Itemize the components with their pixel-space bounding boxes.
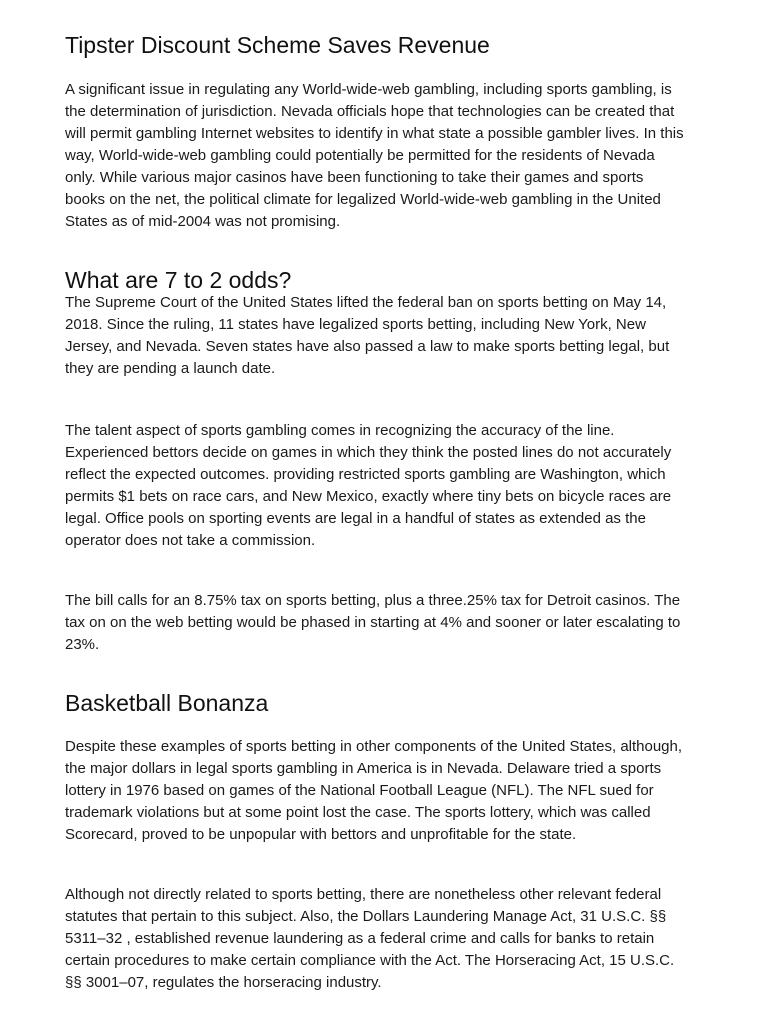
text-line: trademark violations but at some point lost the case. The sports lottery, which was called <box>65 804 651 821</box>
text-line: only. While various major casinos have been functioning to take their games and sports <box>65 169 644 186</box>
text-line: they are pending a launch date. <box>65 360 276 377</box>
text-line: The talent aspect of sports gambling comes in recognizing the accuracy of the line. <box>65 422 615 439</box>
text-line: States as of mid-2004 was not promising. <box>65 213 341 230</box>
text-line: will permit gambling Internet websites to identify in what state a possible gambler lives. In this <box>65 125 684 142</box>
text-line: Experienced bettors decide on games in which they think the posted lines do not accurately <box>65 444 672 461</box>
paragraph-federal-statutes <box>65 884 710 994</box>
paragraph-jurisdiction <box>65 79 710 233</box>
text-line: way, World-wide-web gambling could potentially be permitted for the residents of Nevada <box>65 147 655 164</box>
text-line: the determination of jurisdiction. Nevada officials hope that technologies can be created that <box>65 103 675 120</box>
section-heading-basketball: Basketball Bonanza <box>65 690 269 716</box>
text-line: tax on on the web betting would be phased in starting at 4% and sooner or later escalating to <box>65 614 681 631</box>
text-line: 2018. Since the ruling, 11 states have legalized sports betting, including New York, New <box>65 316 646 333</box>
page-title: Tipster Discount Scheme Saves Revenue <box>65 32 490 58</box>
text-line: statutes that pertain to this subject. Also, the Dollars Laundering Manage Act, 31 U.S.C. §§ <box>65 908 667 925</box>
text-line: the major dollars in legal sports gambling in America is in Nevada. Delaware tried a sports <box>65 760 662 777</box>
text-line: Despite these examples of sports betting in other components of the United States, although, <box>65 738 683 755</box>
text-line: The bill calls for an 8.75% tax on sports betting, plus a three.25% tax for Detroit casinos. The <box>65 592 681 609</box>
text-line: 23%. <box>65 636 100 653</box>
section-heading-odds: What are 7 to 2 odds? <box>65 267 292 293</box>
paragraph-talent-aspect <box>65 420 710 552</box>
paragraph-nevada-delaware <box>65 736 710 846</box>
paragraph-supreme-court <box>65 292 710 380</box>
text-line: operator does not take a commission. <box>65 532 316 549</box>
text-line: A significant issue in regulating any World-wide-web gambling, including sports gambling, is <box>65 81 672 98</box>
text-line: 5311–32 , established revenue laundering as a federal crime and calls for banks to retain <box>65 930 655 947</box>
paragraph-tax-bill <box>65 590 710 656</box>
text-line: Scorecard, proved to be unpopular with bettors and unprofitable for the state. <box>65 826 577 843</box>
text-line: certain procedures to make certain compliance with the Act. The Horseracing Act, 15 U.S.C. <box>65 952 675 969</box>
text-line: legal. Office pools on sporting events are legal in a handful of states as extended as the <box>65 510 646 527</box>
text-line: Jersey, and Nevada. Seven states have also passed a law to make sports betting legal, but <box>65 338 670 355</box>
text-line: books on the net, the political climate for legalized World-wide-web gambling in the United <box>65 191 661 208</box>
text-line: permits $1 bets on race cars, and New Mexico, exactly where tiny bets on bicycle races are <box>65 488 672 505</box>
text-line: lottery in 1976 based on games of the National Football League (NFL). The NFL sued for <box>65 782 654 799</box>
text-line: §§ 3001–07, regulates the horseracing industry. <box>65 974 382 991</box>
text-line: The Supreme Court of the United States lifted the federal ban on sports betting on May 14, <box>65 294 667 311</box>
text-line: Although not directly related to sports betting, there are nonetheless other relevant federal <box>65 886 662 903</box>
text-line: reflect the expected outcomes. providing restricted sports gambling are Washington, which <box>65 466 666 483</box>
